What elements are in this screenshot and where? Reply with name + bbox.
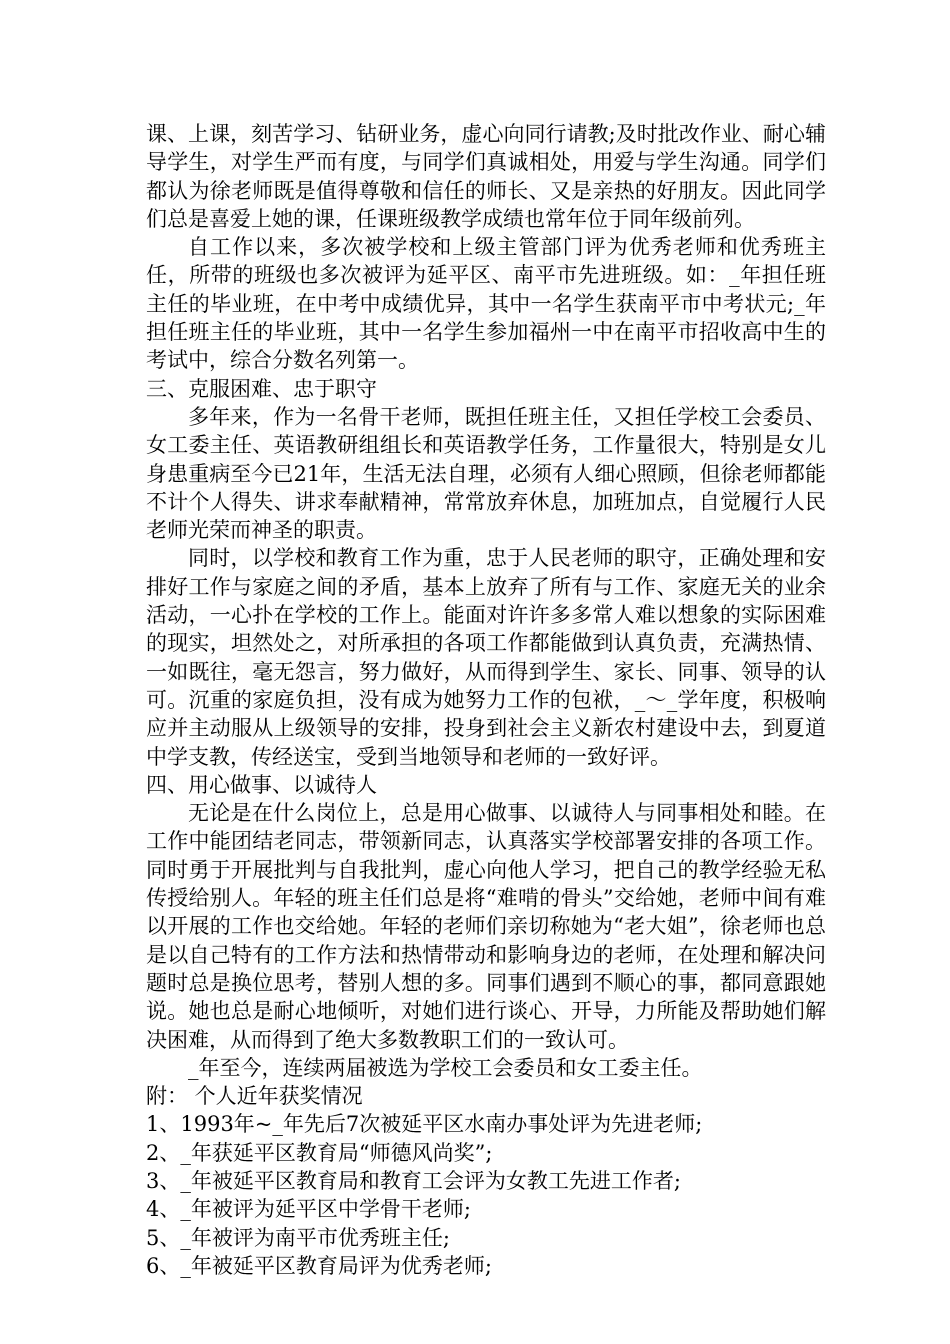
paragraph-union-member: _年至今，连续两届被选为学校工会委员和女工委主任。 (188, 1055, 703, 1080)
section-heading-4: 四、用心做事、以诚待人 (146, 772, 377, 797)
paragraph-teaching-practice: 课、上课，刻苦学习、钻研业务，虚心向同行请教;及时批改作业、耐心辅导学生，对学生严而有度，与同学们真诚相处，用爱与学生沟通。同学们都认为徐老师既是值得尊敬和信任的师长、又是亲热的好朋友。因此同学们总是喜爱上她的课，任课班级教学成绩也常年位于同年级前列。 (146, 122, 826, 231)
document-page (146, 120, 826, 1280)
paragraph-colleagues: 无论是在什么岗位上，总是用心做事、以诚待人与同事相处和睦。在工作中能团结老同志，带领新同志，认真落实学校部署安排的各项工作。同时勇于开展批判与自我批判，虚心向他人学习，把自己的教学经验无私传授给别人。年轻的班主任们总是将“难啃的骨头”交给她，老师中间有难以开展的工作也交给她。年轻的老师们亲切称她为“老大姐”，徐老师也总是以自己特有的工作方法和热情带动和影响身边的老师，在处理和解决问题时总是换位思考，替别人想的多。同事们遇到不顺心的事，都同意跟她说。她也总是耐心地倾听，对她们进行谈心、开导，力所能及帮助她们解决困难，从而得到了绝大多数教职工们的一致认可。 (146, 801, 826, 1052)
section-heading-3: 三、克服困难、忠于职守 (146, 376, 377, 401)
award-item-1: 1、1993年~_年先后7次被延平区水南办事处评为先进老师; (146, 1112, 703, 1137)
award-item-2: 2、_年获延平区教育局“师德风尚奖”; (146, 1140, 493, 1165)
award-item-3: 3、_年被延平区教育局和教育工会评为女教工先进工作者; (146, 1168, 681, 1193)
award-item-6: 6、_年被延平区教育局评为优秀老师; (146, 1253, 492, 1278)
paragraph-honors: 自工作以来，多次被学校和上级主管部门评为优秀老师和优秀班主任，所带的班级也多次被评为延平区、南平市先进班级。如：_年担任班主任的毕业班，在中考中成绩优异，其中一名学生获南平市中考状元;_年担任班主任的毕业班，其中一名学生参加福州一中在南平市招收高中生的考试中，综合分数名列第一。 (146, 235, 826, 373)
paragraph-dedication: 同时，以学校和教育工作为重，忠于人民老师的职守，正确处理和安排好工作与家庭之间的矛盾，基本上放弃了所有与工作、家庭无关的业余活动，一心扑在学校的工作上。能面对许许多多常人难以想象的实际困难的现实，坦然处之，对所承担的各项工作都能做到认真负责，充满热情、一如既往，毫无怨言，努力做好，从而得到学生、家长、同事、领导的认可。沉重的家庭负担，没有成为她努力工作的包袱，_～_学年度，积极响应并主动服从上级领导的安排，投身到社会主义新农村建设中去，到夏道中学支教，传经送宝，受到当地领导和老师的一致好评。 (146, 546, 826, 769)
appendix-heading: 附： 个人近年获奖情况 (146, 1084, 363, 1109)
award-item-4: 4、_年被评为延平区中学骨干老师; (146, 1197, 471, 1222)
paragraph-workload: 多年来，作为一名骨干老师，既担任班主任，又担任学校工会委员、女工委主任、英语教研组组长和英语教学任务，工作量很大，特别是女儿身患重病至今已21年，生活无法自理，必须有人细心照顾，但徐老师都能不计个人得失、讲求奉献精神，常常放弃休息，加班加点，自觉履行人民老师光荣而神圣的职责。 (146, 404, 826, 543)
award-item-5: 5、_年被评为南平市优秀班主任; (146, 1225, 450, 1250)
